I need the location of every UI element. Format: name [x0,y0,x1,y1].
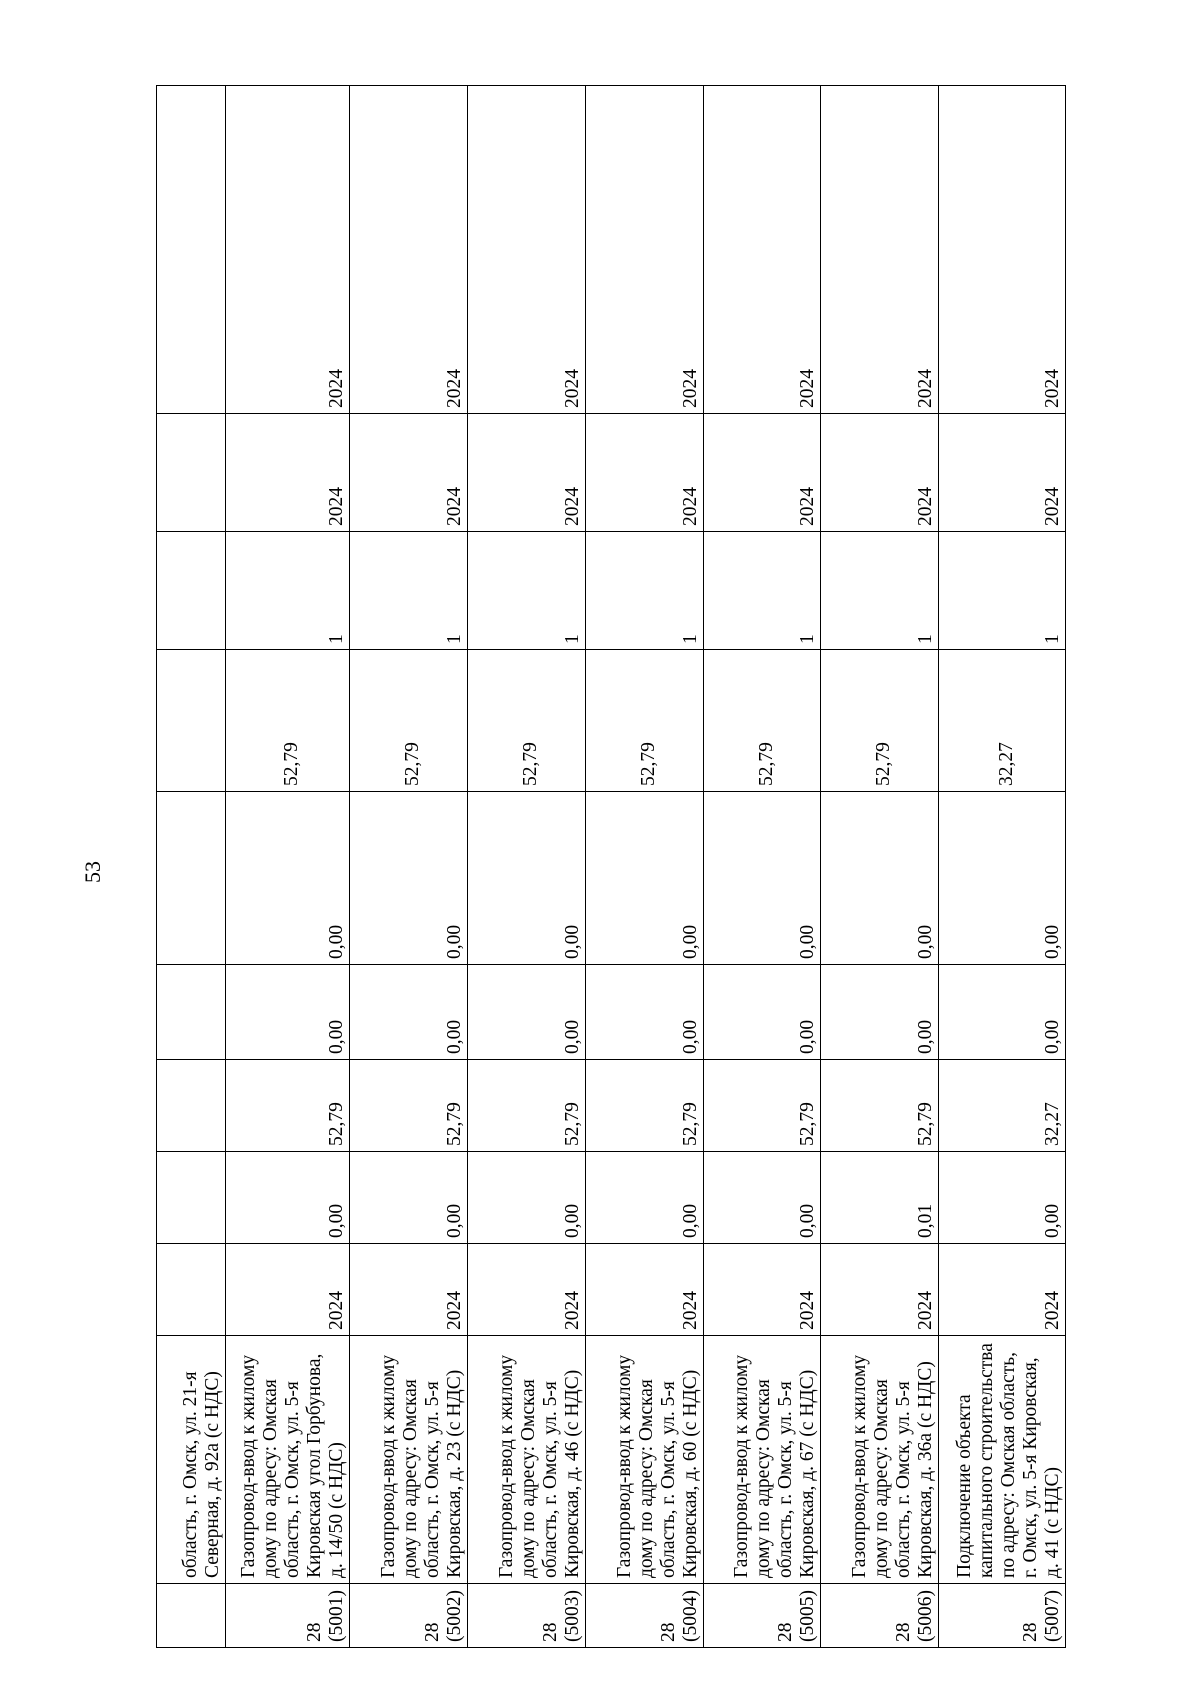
cell-empty [157,1244,226,1336]
cell-description: Газопровод-ввод к жилому дому по адресу: Омская область, г. Омск, ул. 5-я Кировская, д. 46 (с НДС) [468,1336,586,1584]
cell-value-1: 0,00 [225,1152,349,1244]
cell-year: 2024 [225,1244,349,1336]
table-row-continuation [157,86,226,1648]
cell-value-4: 0,00 [585,792,703,965]
cell-count: 1 [939,532,1066,650]
cell-value-2: 32,27 [939,1060,1066,1152]
cell-value-2: 52,79 [703,1060,821,1152]
cell-count: 1 [703,532,821,650]
cell-count: 1 [821,532,939,650]
cell-end-year: 2024 [939,86,1066,414]
cell-value-1: 0,00 [703,1152,821,1244]
cell-value-5: 52,79 [225,650,349,792]
cell-description: Газопровод-ввод к жилому дому по адресу: Омская область, г. Омск, ул. 5-я Кировская, д. 60 (с НДС) [585,1336,703,1584]
cell-value-3: 0,00 [225,965,349,1060]
cell-empty [157,532,226,650]
cell-number: 28 (5004) [585,1584,703,1648]
page-number [82,852,104,892]
cell-value-5: 52,79 [821,650,939,792]
cell-start-year: 2024 [585,414,703,532]
cell-count: 1 [350,532,468,650]
cell-year: 2024 [821,1244,939,1336]
cell-value-4: 0,00 [939,792,1066,965]
cell-year: 2024 [939,1244,1066,1336]
cell-number [157,1584,226,1648]
cell-empty [157,965,226,1060]
cell-end-year: 2024 [703,86,821,414]
table-row [703,86,821,1648]
cell-value-4: 0,00 [468,792,586,965]
cell-value-2: 52,79 [350,1060,468,1152]
cell-description: Подключение объекта капитального строительства по адресу: Омская область, г. Омск, ул. 5-я Кировская, д. 41 (с НДС) [939,1336,1066,1584]
cell-value-4: 0,00 [703,792,821,965]
table-container [156,86,1066,1648]
cell-value-3: 0,00 [703,965,821,1060]
table-row [939,86,1066,1648]
cell-value-2: 52,79 [585,1060,703,1152]
cell-value-4: 0,00 [821,792,939,965]
cell-value-5: 52,79 [585,650,703,792]
cell-start-year: 2024 [350,414,468,532]
cell-value-3: 0,00 [350,965,468,1060]
cell-value-1: 0,00 [350,1152,468,1244]
cell-year: 2024 [703,1244,821,1336]
cell-description: область, г. Омск, ул. 21-я Северная, д. 92а (с НДС) [157,1336,226,1584]
cell-number: 28 (5007) [939,1584,1066,1648]
cell-start-year: 2024 [939,414,1066,532]
cell-empty [157,1152,226,1244]
table-row [350,86,468,1648]
cell-description: Газопровод-ввод к жилому дому по адресу: Омская область, г. Омск, ул. 5-я Кировская угол Горбунова, д. 14/50 (с НДС) [225,1336,349,1584]
cell-year: 2024 [468,1244,586,1336]
cell-value-1: 0,00 [468,1152,586,1244]
cell-empty [157,650,226,792]
table-row [225,86,349,1648]
table-row [468,86,586,1648]
cell-empty [157,86,226,414]
table-row [821,86,939,1648]
rotated-table [156,86,1066,1648]
cell-value-5: 52,79 [350,650,468,792]
cell-value-1: 0,01 [821,1152,939,1244]
cell-empty [157,1060,226,1152]
cell-start-year: 2024 [225,414,349,532]
cell-value-4: 0,00 [350,792,468,965]
cell-value-1: 0,00 [585,1152,703,1244]
cell-end-year: 2024 [350,86,468,414]
cell-value-1: 0,00 [939,1152,1066,1244]
cell-value-5: 52,79 [468,650,586,792]
cell-end-year: 2024 [821,86,939,414]
cell-end-year: 2024 [585,86,703,414]
cell-count: 1 [225,532,349,650]
cell-year: 2024 [350,1244,468,1336]
cell-value-3: 0,00 [468,965,586,1060]
cell-number: 28 (5006) [821,1584,939,1648]
cell-number: 28 (5005) [703,1584,821,1648]
cell-value-2: 52,79 [225,1060,349,1152]
table-row [585,86,703,1648]
cell-start-year: 2024 [468,414,586,532]
cell-number: 28 (5002) [350,1584,468,1648]
cell-year: 2024 [585,1244,703,1336]
cell-empty [157,414,226,532]
cell-number: 28 (5003) [468,1584,586,1648]
cell-count: 1 [585,532,703,650]
cell-end-year: 2024 [225,86,349,414]
cell-value-2: 52,79 [821,1060,939,1152]
cell-value-3: 0,00 [939,965,1066,1060]
data-table [156,85,1066,1648]
cell-start-year: 2024 [703,414,821,532]
page-number-text: 53 [80,861,105,883]
cell-description: Газопровод-ввод к жилому дому по адресу: Омская область, г. Омск, ул. 5-я Кировская, д. 23 (с НДС) [350,1336,468,1584]
cell-value-2: 52,79 [468,1060,586,1152]
cell-start-year: 2024 [821,414,939,532]
cell-count: 1 [468,532,586,650]
cell-value-5: 52,79 [703,650,821,792]
cell-number: 28 (5001) [225,1584,349,1648]
cell-value-4: 0,00 [225,792,349,965]
cell-value-5: 32,27 [939,650,1066,792]
cell-description: Газопровод-ввод к жилому дому по адресу: Омская область, г. Омск, ул. 5-я Кировская, д. 67 (с НДС) [703,1336,821,1584]
cell-description: Газопровод-ввод к жилому дому по адресу: Омская область, г. Омск, ул. 5-я Кировская, д. 36а (с НДС) [821,1336,939,1584]
cell-value-3: 0,00 [585,965,703,1060]
cell-end-year: 2024 [468,86,586,414]
cell-empty [157,792,226,965]
cell-value-3: 0,00 [821,965,939,1060]
